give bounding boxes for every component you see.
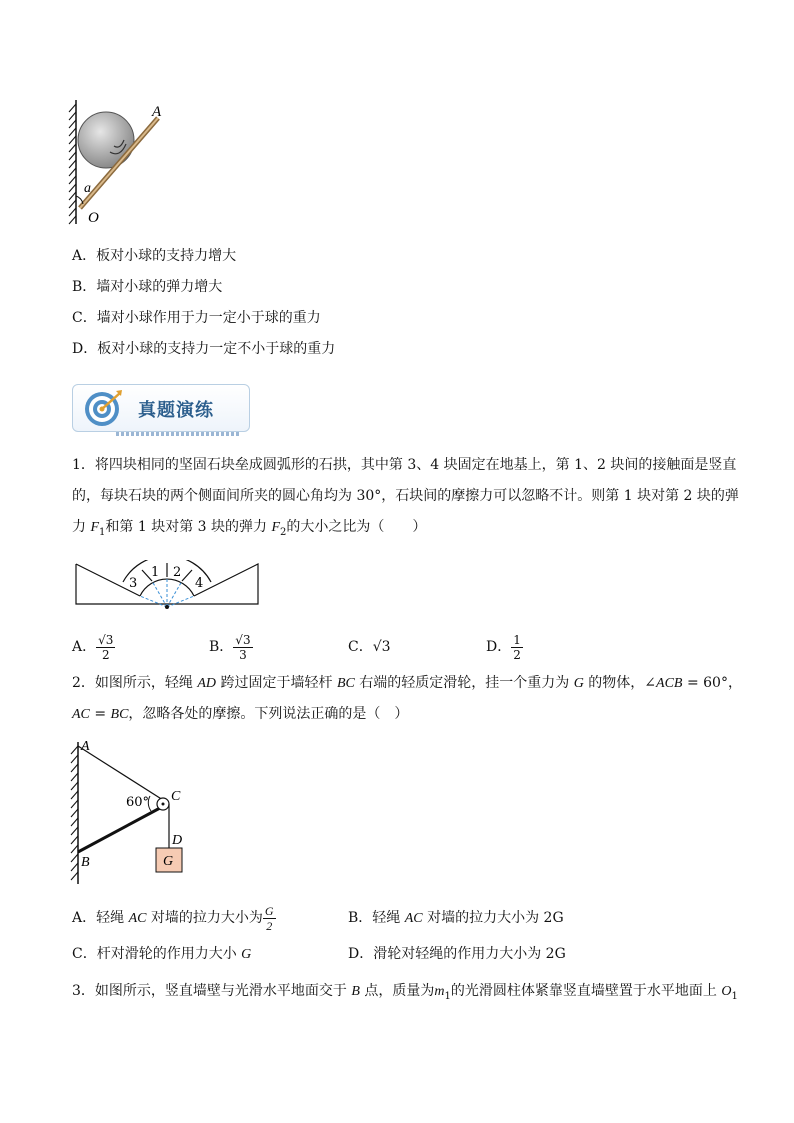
q1-line3: 力 $F_1$和第 1 块对第 3 块的弹力 $F_2$的大小之比为（ ） bbox=[72, 519, 427, 538]
label-o: O bbox=[88, 210, 99, 226]
option-d: D．板对小球的支持力一定不小于球的重力 bbox=[72, 341, 336, 357]
q2-line1: 2．如图所示，轻绳 AD 跨过固定于墙轻杆 BC 右端的轻质定滑轮，挂一个重力为 G 的物体，∠ACB = 60°， bbox=[72, 675, 742, 691]
q2-option-d: D．滑轮对轻绳的作用力大小为 2G bbox=[348, 946, 566, 962]
q1-line1: 1．将四块相同的坚固石块垒成圆弧形的石拱，其中第 3、4 块固定在地基上，第 1、2 块间的接触面是竖直 bbox=[72, 457, 737, 473]
pulley-label-c: C bbox=[171, 789, 181, 804]
q2-option-b: B．轻绳 AC 对墙的拉力大小为 2G bbox=[348, 910, 564, 926]
arch-label-3: 3 bbox=[129, 576, 138, 591]
q3-line1: 3．如图所示，竖直墙壁与光滑水平地面交于 B 点，质量为$m_1$的光滑圆柱体紧靠竖直墙壁置于水平地面上 $O_1$ bbox=[72, 983, 738, 1002]
q1-option-c: C．√3 bbox=[348, 639, 391, 655]
figure-ball-board bbox=[66, 96, 176, 226]
option-c: C．墙对小球作用于力一定小于球的重力 bbox=[72, 310, 321, 326]
option-b: B．墙对小球的弹力增大 bbox=[72, 279, 223, 295]
q1-option-b: B． $\frac{√3}{3}$ bbox=[209, 632, 251, 662]
label-angle: a bbox=[84, 181, 91, 196]
q2-option-c: C．杆对滑轮的作用力大小 G bbox=[72, 946, 252, 962]
arch-label-1: 1 bbox=[151, 565, 160, 580]
label-a-point: A bbox=[152, 104, 162, 120]
q1-line2: 的，每块石块的两个侧面间所夹的圆心角均为 30°，石块间的摩擦力可以忽略不计。则第 1 块对第 2 块的弹 bbox=[72, 488, 739, 504]
pulley-label-d: D bbox=[172, 833, 183, 848]
q1-option-d: D． $\frac{1}{2}$ bbox=[486, 632, 521, 662]
pulley-label-g: G bbox=[163, 854, 174, 869]
rod-bc bbox=[78, 808, 160, 852]
q2-line2: AC = BC，忽略各处的摩擦。下列说法正确的是（ ） bbox=[72, 706, 409, 722]
pulley-label-b: B bbox=[81, 855, 90, 870]
option-a: A．板对小球的支持力增大 bbox=[72, 248, 237, 264]
q1-option-a: A． $\frac{√3}{2}$ bbox=[72, 632, 114, 662]
arch-label-2: 2 bbox=[173, 565, 182, 580]
figure-pulley bbox=[68, 738, 198, 888]
ball bbox=[78, 112, 134, 168]
banner-title: 真题演练 bbox=[138, 400, 214, 421]
figure-stone-arch bbox=[74, 560, 260, 612]
pulley-label-a: A bbox=[81, 739, 90, 754]
target-icon bbox=[80, 388, 128, 428]
q2-option-a: A．轻绳 AC 对墙的拉力大小为 $\frac{G}{2}$ bbox=[72, 903, 274, 933]
arch-label-4: 4 bbox=[195, 576, 204, 591]
section-banner bbox=[72, 384, 248, 436]
pulley-angle: 60° bbox=[126, 795, 150, 810]
